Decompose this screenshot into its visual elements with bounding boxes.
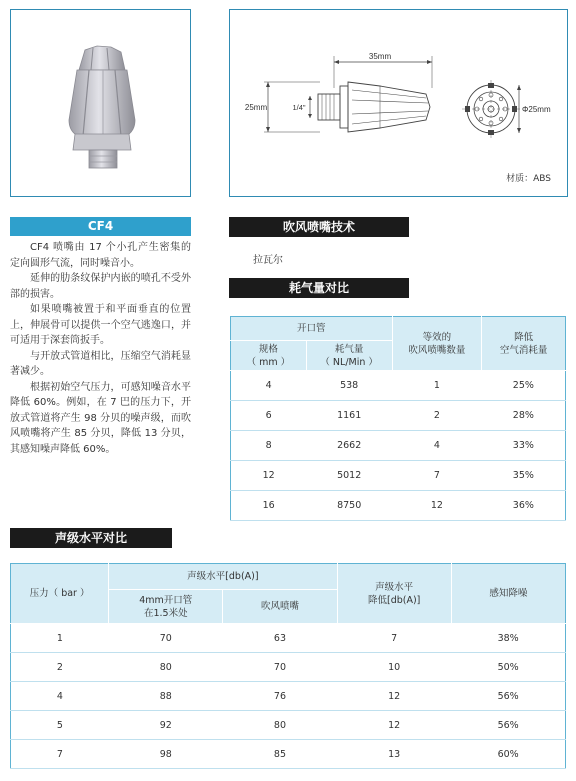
table-cell: 80 bbox=[223, 711, 337, 740]
dimension-drawing bbox=[230, 10, 566, 195]
table-row bbox=[231, 491, 566, 521]
equiv-header: 等效的 吹风喷嘴数量 bbox=[392, 317, 482, 371]
description-paragraph: 根据初始空气压力，可感知噪音水平降低 60%。例如，在 7 巴的压力下，开放式管道将产生 98 分贝的噪声级，而吹风喷嘴将产生 85 分贝，降低 13 分贝，其感知噪声降低 60%。 bbox=[10, 381, 191, 455]
description-paragraph: 与开放式管道相比，压缩空气消耗显著减少。 bbox=[10, 350, 191, 377]
table-cell: 12 bbox=[392, 491, 482, 521]
table-cell: 8750 bbox=[306, 491, 392, 521]
material-label: 材质：ABS bbox=[506, 174, 551, 184]
table-row bbox=[11, 711, 566, 740]
noise-section-title: 声级水平对比 bbox=[10, 528, 172, 548]
perceived-header: 感知降噪 bbox=[451, 564, 565, 624]
table-row bbox=[11, 624, 566, 653]
consumption-header: 耗气量 （ NL/Min ） bbox=[306, 341, 392, 371]
table-cell: 5012 bbox=[306, 461, 392, 491]
description-paragraph: 如果喷嘴被置于和平面垂直的位置上，伸展骨可以提供一个空气逃逸口，并可适用于深套筒扳手。 bbox=[10, 304, 191, 346]
table-cell: 70 bbox=[109, 624, 223, 653]
table-cell: 1 bbox=[392, 371, 482, 401]
product-description bbox=[10, 240, 191, 457]
table-cell: 10 bbox=[337, 653, 451, 682]
table-cell: 98 bbox=[109, 740, 223, 769]
table-cell: 7 bbox=[11, 740, 109, 769]
table-cell: 4 bbox=[392, 431, 482, 461]
dim-length-text: 35mm bbox=[368, 52, 392, 61]
table-cell: 70 bbox=[223, 653, 337, 682]
nozzle-noise-header: 吹风喷嘴 bbox=[223, 590, 337, 624]
sound-level-header: 声级水平[db(A)] bbox=[109, 564, 337, 590]
dim-thread-text: 1/4" bbox=[292, 103, 306, 112]
table-row bbox=[11, 653, 566, 682]
table-cell: 76 bbox=[223, 682, 337, 711]
table-row bbox=[11, 740, 566, 769]
description-paragraph: CF4 喷嘴由 17 个小孔产生密集的定向圆形气流，同时噪音小。 bbox=[10, 242, 191, 269]
table-cell: 12 bbox=[337, 711, 451, 740]
nozzle-photo bbox=[11, 10, 189, 195]
table-cell: 6 bbox=[231, 401, 307, 431]
table-cell: 85 bbox=[223, 740, 337, 769]
product-photo-panel bbox=[10, 9, 191, 197]
open-pipe-header: 开口管 bbox=[231, 317, 393, 341]
table-cell: 56% bbox=[451, 682, 565, 711]
table-cell: 2662 bbox=[306, 431, 392, 461]
table-cell: 50% bbox=[451, 653, 565, 682]
table-cell: 7 bbox=[392, 461, 482, 491]
tech-section-title: 吹风喷嘴技术 bbox=[229, 217, 409, 237]
open-pipe-noise-header: 4mm开口管 在1.5米处 bbox=[109, 590, 223, 624]
table-cell: 56% bbox=[451, 711, 565, 740]
tech-section-body: 拉瓦尔 bbox=[253, 255, 283, 266]
table-cell: 60% bbox=[451, 740, 565, 769]
table-cell: 25% bbox=[482, 371, 566, 401]
dim-height-text: 25mm bbox=[244, 103, 268, 112]
table-cell: 1161 bbox=[306, 401, 392, 431]
table-cell: 33% bbox=[482, 431, 566, 461]
table-cell: 12 bbox=[337, 682, 451, 711]
reduce-header: 降低 空气消耗量 bbox=[482, 317, 566, 371]
dim-diameter-text: Φ25mm bbox=[522, 105, 551, 114]
table-cell: 92 bbox=[109, 711, 223, 740]
table-cell: 38% bbox=[451, 624, 565, 653]
table-cell: 16 bbox=[231, 491, 307, 521]
level-reduce-header: 声级水平 降低[db(A)] bbox=[337, 564, 451, 624]
table-cell: 36% bbox=[482, 491, 566, 521]
table-row bbox=[231, 371, 566, 401]
table-row bbox=[11, 682, 566, 711]
table-cell: 80 bbox=[109, 653, 223, 682]
product-title: CF4 bbox=[10, 217, 191, 236]
table-cell: 63 bbox=[223, 624, 337, 653]
table-cell: 2 bbox=[11, 653, 109, 682]
table-cell: 13 bbox=[337, 740, 451, 769]
front-view bbox=[462, 80, 520, 138]
table-cell: 1 bbox=[11, 624, 109, 653]
size-header: 规格 （ mm ） bbox=[231, 341, 307, 371]
table-cell: 538 bbox=[306, 371, 392, 401]
table-cell: 4 bbox=[231, 371, 307, 401]
technical-drawing-panel bbox=[229, 9, 568, 197]
table-cell: 88 bbox=[109, 682, 223, 711]
table-row bbox=[231, 461, 566, 491]
air-consumption-table bbox=[230, 316, 566, 521]
table-cell: 2 bbox=[392, 401, 482, 431]
description-paragraph: 延伸的肋条纹保护内嵌的喷孔不受外部的损害。 bbox=[10, 273, 191, 300]
table-cell: 35% bbox=[482, 461, 566, 491]
table-cell: 7 bbox=[337, 624, 451, 653]
table-cell: 28% bbox=[482, 401, 566, 431]
table-cell: 4 bbox=[11, 682, 109, 711]
air-section-title: 耗气量对比 bbox=[229, 278, 409, 298]
table-cell: 8 bbox=[231, 431, 307, 461]
table-row bbox=[231, 431, 566, 461]
table-row bbox=[231, 401, 566, 431]
table-cell: 12 bbox=[231, 461, 307, 491]
table-cell: 5 bbox=[11, 711, 109, 740]
pressure-header: 压力（ bar ） bbox=[11, 564, 109, 624]
noise-level-table bbox=[10, 563, 566, 769]
